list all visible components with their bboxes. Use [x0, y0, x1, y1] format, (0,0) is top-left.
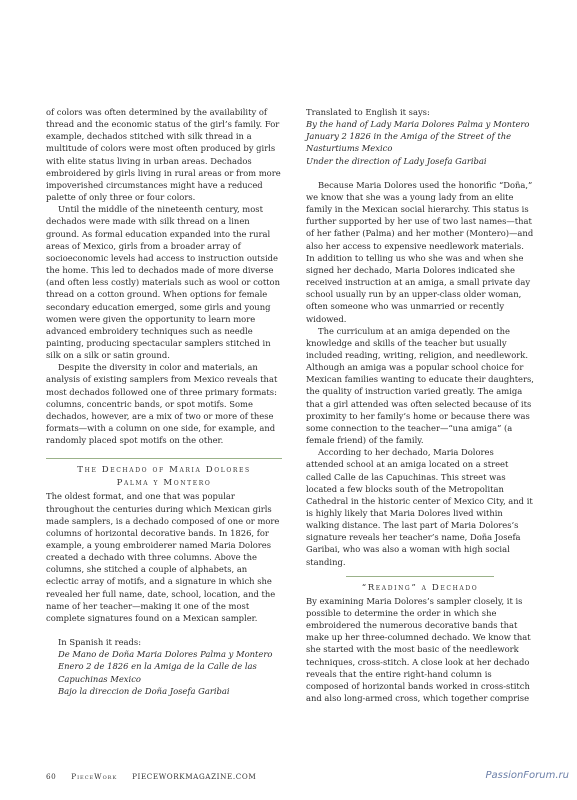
left-column: [46, 106, 282, 697]
website: PIECEWORKMAGAZINE.COM: [132, 772, 257, 781]
section-heading: [46, 458, 282, 490]
quote-line: January 2 1826 in the Amiga of the Street of the Nasturtiums Mexico: [306, 131, 512, 154]
watermark: PassionForum.ru: [485, 770, 569, 781]
quote-line: Under the direction of Lady Josefa Garibai: [306, 155, 487, 166]
quote-line: De Mano de Doña Maria Dolores Palma y Montero: [58, 649, 273, 660]
paragraph: By examining Maria Dolores’s sampler closely, it is possible to determine the order in which she embroidered the numerous decorative bands that make up her three-columned dechado. We know that she started with the most basic of the needlework techniques, cross-stitch. A close look at her dechado reveals that the entire right-hand column is composed of horizontal bands worked in cross-stitch and also long-armed cross, which together comprise: [306, 595, 531, 704]
paragraph: of colors was often determined by the availability of thread and the economic status of the girl’s family. For example, dechados stitched with silk thread in a multitude of colors were most often produced by girls with elite status living in urban areas. Dechados embroidered by girls living in rural areas or from more impoverished circumstances might have a reduced palette of only three or four colors.: [46, 107, 281, 203]
quote-line: Enero 2 de 1826 en la Amiga de la Calle de las Capuchinas Mexico: [58, 661, 257, 684]
quote-line: By the hand of Lady Maria Dolores Palma y Montero: [306, 119, 530, 130]
section-heading-line: “Reading” a Dechado: [361, 582, 479, 593]
page-number: 60: [46, 772, 57, 781]
quote-line: Bajo la direccion de Doña Josefa Garibai: [58, 685, 230, 696]
paragraph: The oldest format, and one that was popular throughout the centuries during which Mexican girls made samplers, is a dechado composed of one or more columns of horizontal decorative bands. In 1826, for example, a young embroiderer named Maria Dolores created a dechado with three columns. Above the columns, she stitched a couple of alphabets, an eclectic array of motifs, and a signature in which she revealed her full name, date, school, location, and the name of her teacher—making it one of the most complete signatures found on a Mexican sampler.: [46, 491, 280, 623]
english-quote: [306, 106, 534, 167]
quote-intro: In Spanish it reads:: [58, 637, 142, 648]
section-heading-line: Palma y Montero: [116, 478, 212, 489]
section-heading-line: The Dechado of Maria Dolores: [77, 465, 251, 476]
page-footer: [46, 772, 268, 781]
paragraph: According to her dechado, Maria Dolores attended school at an amiga located on a street called Calle de las Capuchinas. This street was located a few blocks south of the Metropolitan Cathedral in the historic center of Mexico City, and it is highly likely that Maria Dolores lived within walking distance. The last part of Maria Dolores’s signature reveals her teacher’s name, Doña Josefa Garibai, who was also a woman with high social standing.: [306, 447, 533, 567]
paragraph: Because Maria Dolores used the honorific “Doña,” we know that she was a young lady from an elite family in the Mexican social hierarchy. This status is further supported by her use of two last names—that of her father (Palma) and her mother (Montero)—and also her access to expensive needlework materials. In addition to telling us who she was and when she signed her dechado, Maria Dolores indicated she received instruction at an amiga, a small private day school usually run by an upper-class older woman, often someone who was unmarried or recently widowed.: [306, 179, 534, 324]
quote-intro: Translated to English it says:: [306, 107, 430, 117]
paragraph: Until the middle of the nineteenth century, most dechados were made with silk thread on a linen ground. As formal education expanded into the rural areas of Mexico, girls from a broader array of socioeconomic levels had access to instruction outside the home. This led to dechados made of more diverse (and often less costly) materials such as wool or cotton thread on a cotton ground. When options for female secondary education emerged, some girls and young women were given the opportunity to learn more advanced embroidery techniques such as needle painting, producing spectacular samplers stitched in silk on a silk or satin ground.: [46, 204, 280, 361]
magazine-name: PieceWork: [71, 772, 118, 781]
spanish-quote: [46, 636, 282, 697]
paragraph: Despite the diversity in color and materials, an analysis of existing samplers from Mexico reveals that most dechados followed one of three primary formats: columns, concentric bands, or spot motifs. Some dechados, however, are a mix of two or more of these formats—with a column on one side, for example, and randomly placed spot motifs on the other.: [46, 362, 278, 446]
paragraph: The curriculum at an amiga depended on the knowledge and skills of the teacher but usually included reading, writing, religion, and needlework. Although an amiga was a popular school choice for Mexican families wanting to educate their daughters, the quality of instruction varied greatly. The amiga that a girl attended was often selected because of its proximity to her family’s home or because there was some connection to the teacher—“una amiga” (a female friend) of the family.: [306, 325, 534, 446]
right-column: [306, 106, 534, 704]
section-heading: [346, 576, 494, 595]
